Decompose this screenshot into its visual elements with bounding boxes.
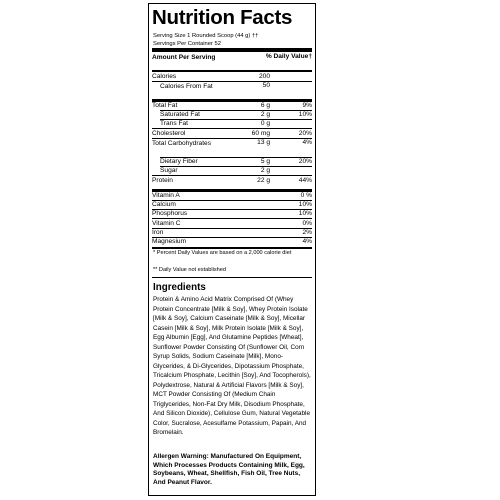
nutrient-row — [152, 158, 312, 166]
nutrient-daily-value: 4% — [302, 139, 312, 146]
vitamin-daily-value: 10% — [298, 201, 312, 208]
divider — [152, 277, 312, 278]
divider — [152, 175, 312, 176]
nutrient-label: Total Carbohydrates — [152, 140, 212, 147]
nutrient-label: Saturated Fat — [160, 111, 200, 118]
nutrition-label — [148, 3, 316, 496]
nutrient-label: Cholesterol — [152, 130, 186, 137]
vitamin-row — [152, 210, 312, 218]
nutrient-daily-value: 10% — [298, 111, 312, 118]
nutrient-row — [152, 102, 312, 110]
servings-per-container: Servings Per Container 52 — [153, 41, 221, 47]
vitamin-row — [152, 229, 312, 237]
nutrient-row — [152, 177, 312, 185]
nutrient-row — [152, 111, 312, 119]
nutrient-row — [152, 130, 312, 138]
nutrient-label: Sugar — [160, 167, 178, 174]
vitamin-row — [152, 192, 312, 200]
nutrient-amount: 0 g — [260, 120, 270, 127]
nutrient-label: Trans Fat — [160, 120, 188, 127]
vitamin-label: Vitamin A — [152, 192, 180, 199]
nutrient-row — [152, 139, 312, 157]
amount-per-serving-label: Amount Per Serving — [152, 54, 216, 61]
thick-divider — [152, 48, 312, 52]
label-title: Nutrition Facts — [152, 6, 293, 29]
divider — [152, 128, 312, 129]
nutrient-daily-value: 9% — [302, 102, 312, 109]
vitamin-label: Phosphorus — [152, 210, 188, 217]
vitamin-daily-value: 0% — [302, 220, 312, 227]
vitamin-label: Calcium — [152, 201, 176, 208]
serving-size: Serving Size 1 Rounded Scoop (44 g) †† — [153, 33, 259, 39]
nutrient-label: Dietary Fiber — [160, 158, 198, 165]
vitamin-row — [152, 220, 312, 228]
medium-divider — [152, 247, 312, 249]
calories-row — [152, 73, 312, 81]
calories-fat-label: Calories From Fat — [160, 83, 213, 90]
vitamin-label: Magnesium — [152, 238, 187, 245]
allergen-warning: Allergen Warning: Manufactured On Equipment, Which Processes Products Containing Milk, Egg, Soybeans, Wheat, Shellfish, Fish Oil, Tree Nuts, And Peanut Flavor. — [153, 453, 305, 486]
ingredients-text: Protein & Amino Acid Matrix Comprised Of (Whey Protein Concentrate [Milk & Soy], Whey Protein Isolate [Milk & Soy], Calcium Caseinate [Milk & Soy], Micellar Casein [Milk & Soy], Milk Protein Isolate [Milk & Soy], Egg Albumin [Egg], And Glutamine Peptides [Wheat], Sunflower Powder Consisting Of (Sunflower Oil, Corn Syrup Solids, Sodium Caseinate [Milk], Mono-Glycerides, & Di-Glycerides, Dipotassium Phosphate, Tricalcium Phosphate, Lecithin [Soy], And Tocopherols), Polydextrose, Natural & Artificial Flavors [Milk & Soy], MCT Powder Consisting Of (Medium Chain Triglycerides, Non-Fat Dry Milk, Disodium Phosphate, And Silicon Dioxide), Cellulose Gum, Natural Vegetable Color, Sucralose, Acesulfame Potassium, Papain, And Bromelain. — [153, 296, 311, 436]
vitamin-daily-value: 2% — [302, 229, 312, 236]
vitamin-row — [152, 201, 312, 209]
nutrient-daily-value: 20% — [298, 158, 312, 165]
calories-value: 200 — [258, 73, 270, 80]
ingredients-title: Ingredients — [153, 282, 206, 293]
calories-label: Calories — [152, 73, 177, 80]
vitamin-daily-value: 10% — [298, 210, 312, 217]
vitamin-daily-value: 4% — [302, 238, 312, 245]
nutrient-amount: 6 g — [260, 102, 270, 109]
medium-divider — [152, 70, 312, 72]
daily-value-header: % Daily Value† — [265, 53, 312, 60]
divider — [152, 218, 312, 219]
nutrient-daily-value: 44% — [298, 177, 312, 184]
nutrient-amount: 60 mg — [251, 130, 270, 137]
nutrient-amount: 13 g — [257, 139, 270, 146]
nutrient-amount: 5 g — [260, 158, 270, 165]
calories-fat-value: 50 — [262, 82, 270, 89]
nutrient-amount: 2 g — [260, 167, 270, 174]
nutrient-amount: 22 g — [257, 177, 270, 184]
nutrient-daily-value: 20% — [298, 130, 312, 137]
nutrient-amount: 2 g — [260, 111, 270, 118]
vitamin-label: Vitamin C — [152, 220, 181, 227]
footnote-daily-values: * Percent Daily Values are based on a 2,000 calorie diet — [153, 250, 292, 256]
calories-fat-row — [152, 82, 312, 100]
vitamin-row — [152, 238, 312, 246]
vitamin-label: Iron — [152, 229, 164, 236]
amount-header — [152, 53, 312, 61]
vitamin-daily-value: 0 % — [300, 192, 312, 199]
nutrient-label: Total Fat — [152, 102, 178, 109]
nutrient-row — [152, 120, 312, 128]
footnote-not-established: ** Daily Value not established — [153, 267, 226, 273]
nutrient-row — [152, 167, 312, 175]
nutrient-label: Protein — [152, 177, 173, 184]
